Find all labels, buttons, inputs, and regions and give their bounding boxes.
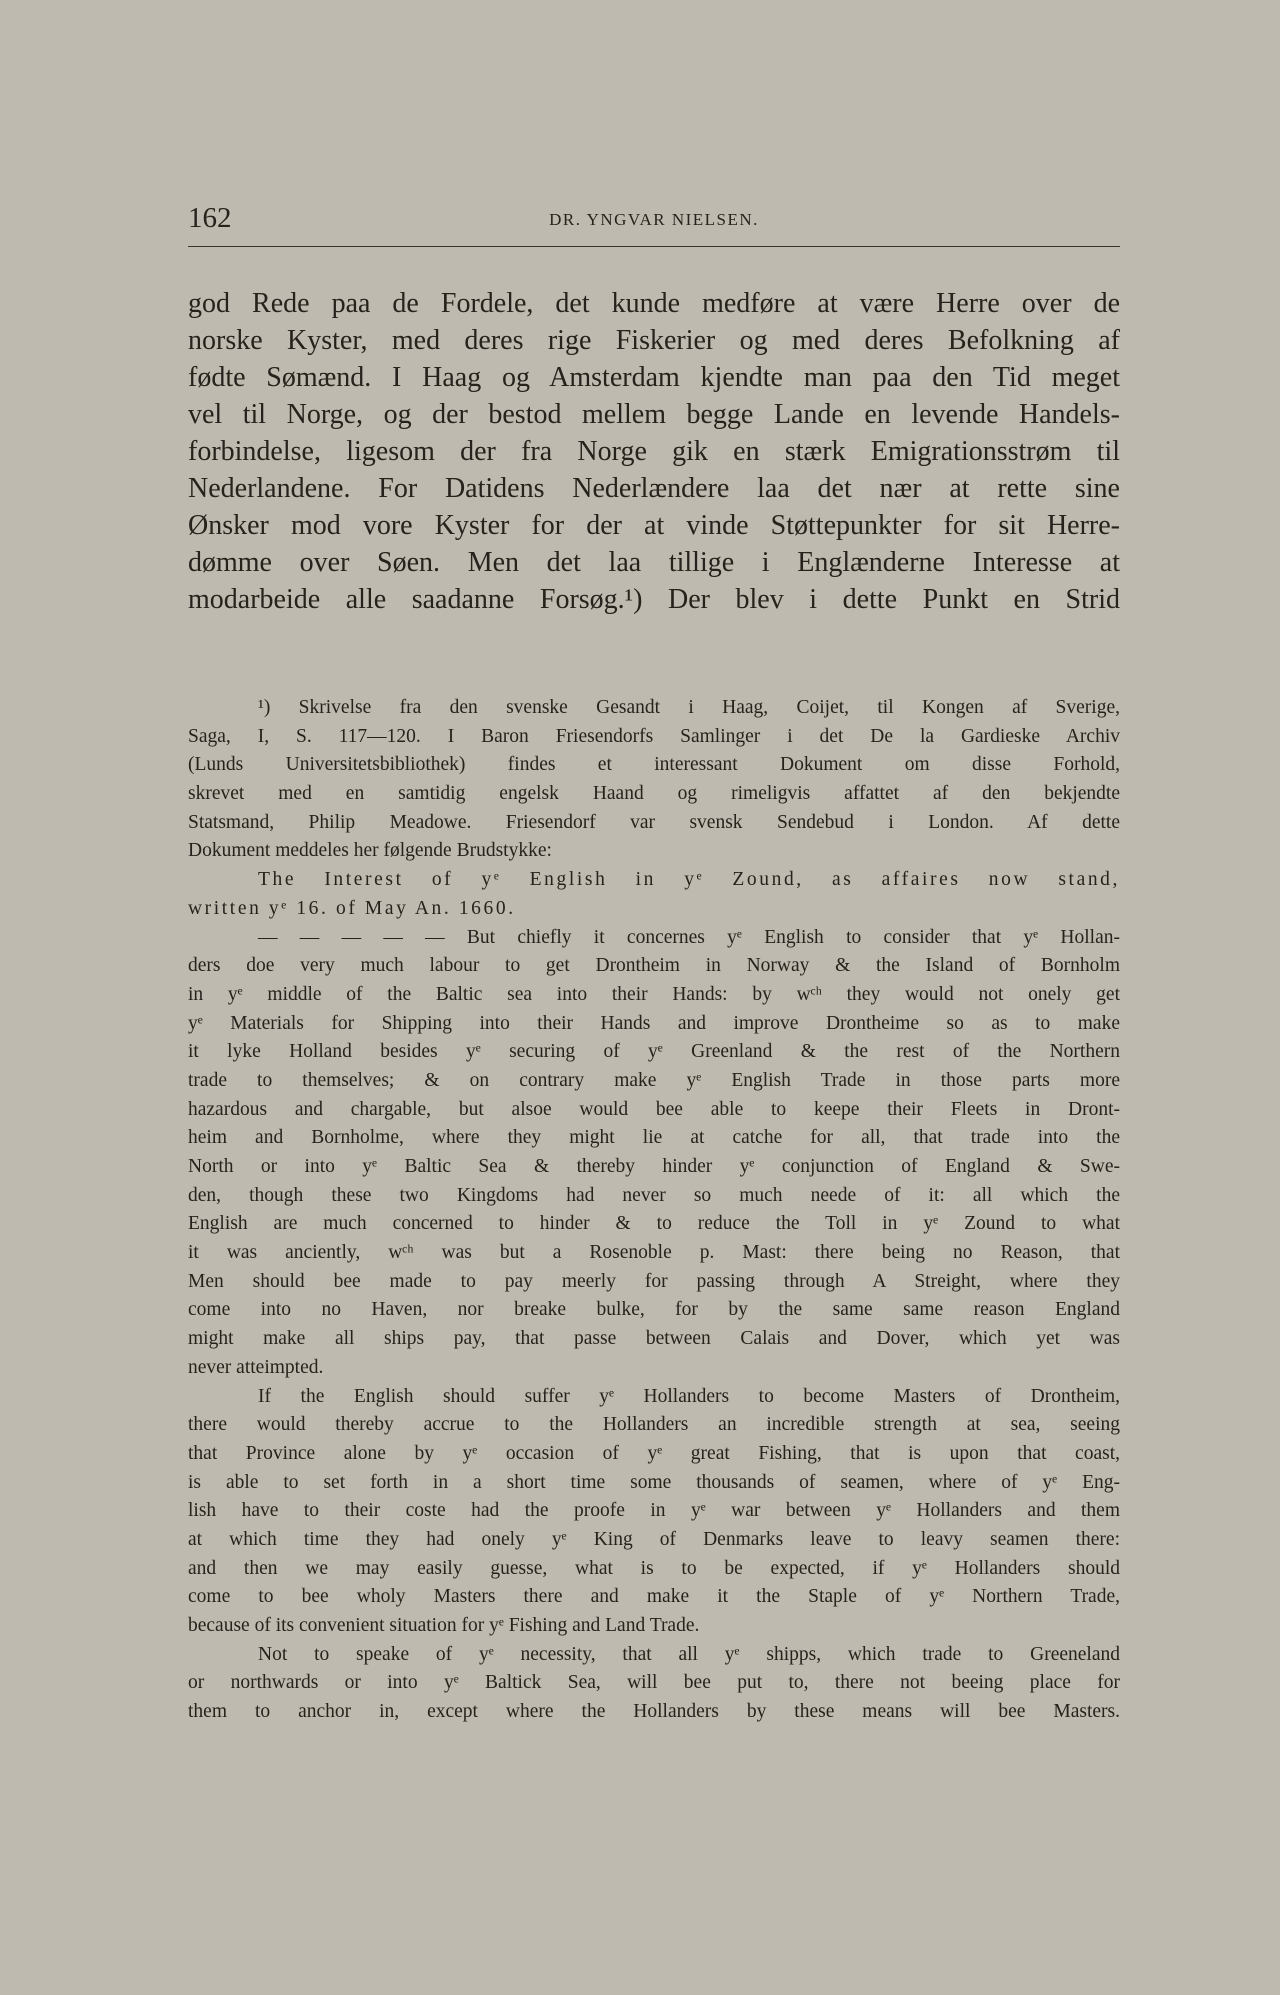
footnote-line: Saga, I, S. 117—120. I Baron Friesendorfs Samlinger i det De la Gardieske Archiv [188,725,1120,747]
main-text [188,285,1120,618]
quotation-line: them to anchor in, except where the Hollanders by these means will bee Masters. [188,1701,1120,1723]
quotation-line: Men should bee made to pay meerly for passing through A Streight, where they [188,1270,1120,1292]
quotation-line: come into no Haven, nor breake bulke, for by the same same reason England [188,1299,1120,1321]
quotation-line: lish have to their coste had the proofe in yᵉ war between yᵉ Hollanders and them [188,1500,1120,1522]
quotation-line: If the English should suffer yᵉ Hollanders to become Masters of Drontheim, [258,1385,1120,1407]
quotation-line: because of its convenient situation for yᵉ Fishing and Land Trade. [188,1615,700,1636]
quotation-line: den, though these two Kingdoms had never so much neede of it: all which the [188,1184,1120,1206]
quotation-line: trade to themselves; & on contrary make yᵉ English Trade in those parts more [188,1069,1120,1091]
quotation-line: Not to speake of yᵉ necessity, that all yᵉ shipps, which trade to Greeneland [258,1643,1120,1665]
quotation-line: in yᵉ middle of the Baltic sea into their Hands: by wᶜʰ they would not onely get [188,983,1120,1005]
quotation-line: never atteimpted. [188,1356,324,1378]
quotation-line: might make all ships pay, that passe between Calais and Dover, which yet was [188,1328,1120,1350]
text-line: Ønsker mod vore Kyster for der at vinde Støttepunkter for sit Herre- [188,510,1120,541]
text-line: god Rede paa de Fordele, det kunde medføre at være Herre over de [188,288,1120,319]
quotation-line: English are much concerned to hinder & to reduce the Toll in yᵉ Zound to what [188,1213,1120,1235]
quotation-line: and then we may easily guesse, what is to be expected, if yᵉ Hollanders should [188,1557,1120,1579]
running-head: DR. YNGVAR NIELSEN. [549,210,759,229]
quotation-line: is able to set forth in a short time some thousands of seamen, where of yᵉ Eng- [188,1471,1120,1493]
text-line: norske Kyster, med deres rige Fiskerier og med deres Befolkning af [188,325,1120,356]
quotation-line: heim and Bornholme, where they might lie at catche for all, that trade into the [188,1127,1120,1149]
footnote-line: Statsmand, Philip Meadowe. Friesendorf var svensk Sendebud i London. Af dette [188,811,1120,833]
quotation-line: or northwards or into yᵉ Baltick Sea, will bee put to, there not beeing place for [188,1672,1120,1694]
quotation-line: yᵉ Materials for Shipping into their Hands and improve Drontheime so as to make [188,1012,1120,1034]
quotation-line: North or into yᵉ Baltic Sea & thereby hinder yᵉ conjunction of England & Swe- [188,1156,1120,1177]
footnote-line: ¹) Skrivelse fra den svenske Gesandt i Haag, Coijet, til Kongen af Sverige, [258,697,1120,718]
page-number: 162 [188,202,232,234]
footnote-line: skrevet med en samtidig engelsk Haand og rimeligvis affattet af den bekjendte [188,783,1120,805]
text-line: Nederlandene. For Datidens Nederlændere laa det nær at rette sine [188,473,1120,504]
quotation-line: it was anciently, wᶜʰ was but a Rosenoble p. Mast: there being no Reason, that [188,1242,1120,1264]
quotation-line: that Province alone by yᵉ occasion of yᵉ great Fishing, that is upon that coast, [188,1442,1120,1464]
footnote-block [188,694,1120,1727]
quotation-line: there would thereby accrue to the Hollanders an incredible strength at sea, seeing [188,1414,1120,1436]
document-title-line: written yᵉ 16. of May An. 1660. [188,897,516,919]
text-line: fødte Sømænd. I Haag og Amsterdam kjendte man paa den Tid meget [188,362,1120,393]
page-header [188,198,1120,247]
footnote-line: Dokument meddeles her følgende Brudstykke: [188,840,552,862]
text-line: vel til Norge, og der bestod mellem begge Lande en levende Handels- [188,399,1120,430]
quotation-line: — — — — — But chiefly it concernes yᵉ English to consider that yᵉ Hollan- [258,926,1120,948]
quotation-line: hazardous and chargable, but alsoe would bee able to keepe their Fleets in Dront- [188,1098,1120,1120]
text-line: modarbeide alle saadanne Forsøg.¹) Der blev i dette Punkt en Strid [188,584,1120,615]
text-line: dømme over Søen. Men det laa tillige i Englænderne Interesse at [188,547,1120,578]
quotation-line: it lyke Holland besides yᵉ securing of yᵉ Greenland & the rest of the Northern [188,1041,1120,1063]
document-title-line: The Interest of yᵉ English in yᵉ Zound, as affaires now stand, [258,869,1120,891]
footnote-line: (Lunds Universitetsbibliothek) findes et interessant Dokument om disse Forhold, [188,754,1120,776]
quotation-line: come to bee wholy Masters there and make it the Staple of yᵉ Northern Trade, [188,1586,1120,1608]
text-line: forbindelse, ligesom der fra Norge gik en stærk Emigrationsstrøm til [188,436,1120,467]
quotation-line: at which time they had onely yᵉ King of Denmarks leave to leavy seamen there: [188,1528,1120,1550]
quotation-line: ders doe very much labour to get Drontheim in Norway & the Island of Bornholm [188,955,1120,977]
